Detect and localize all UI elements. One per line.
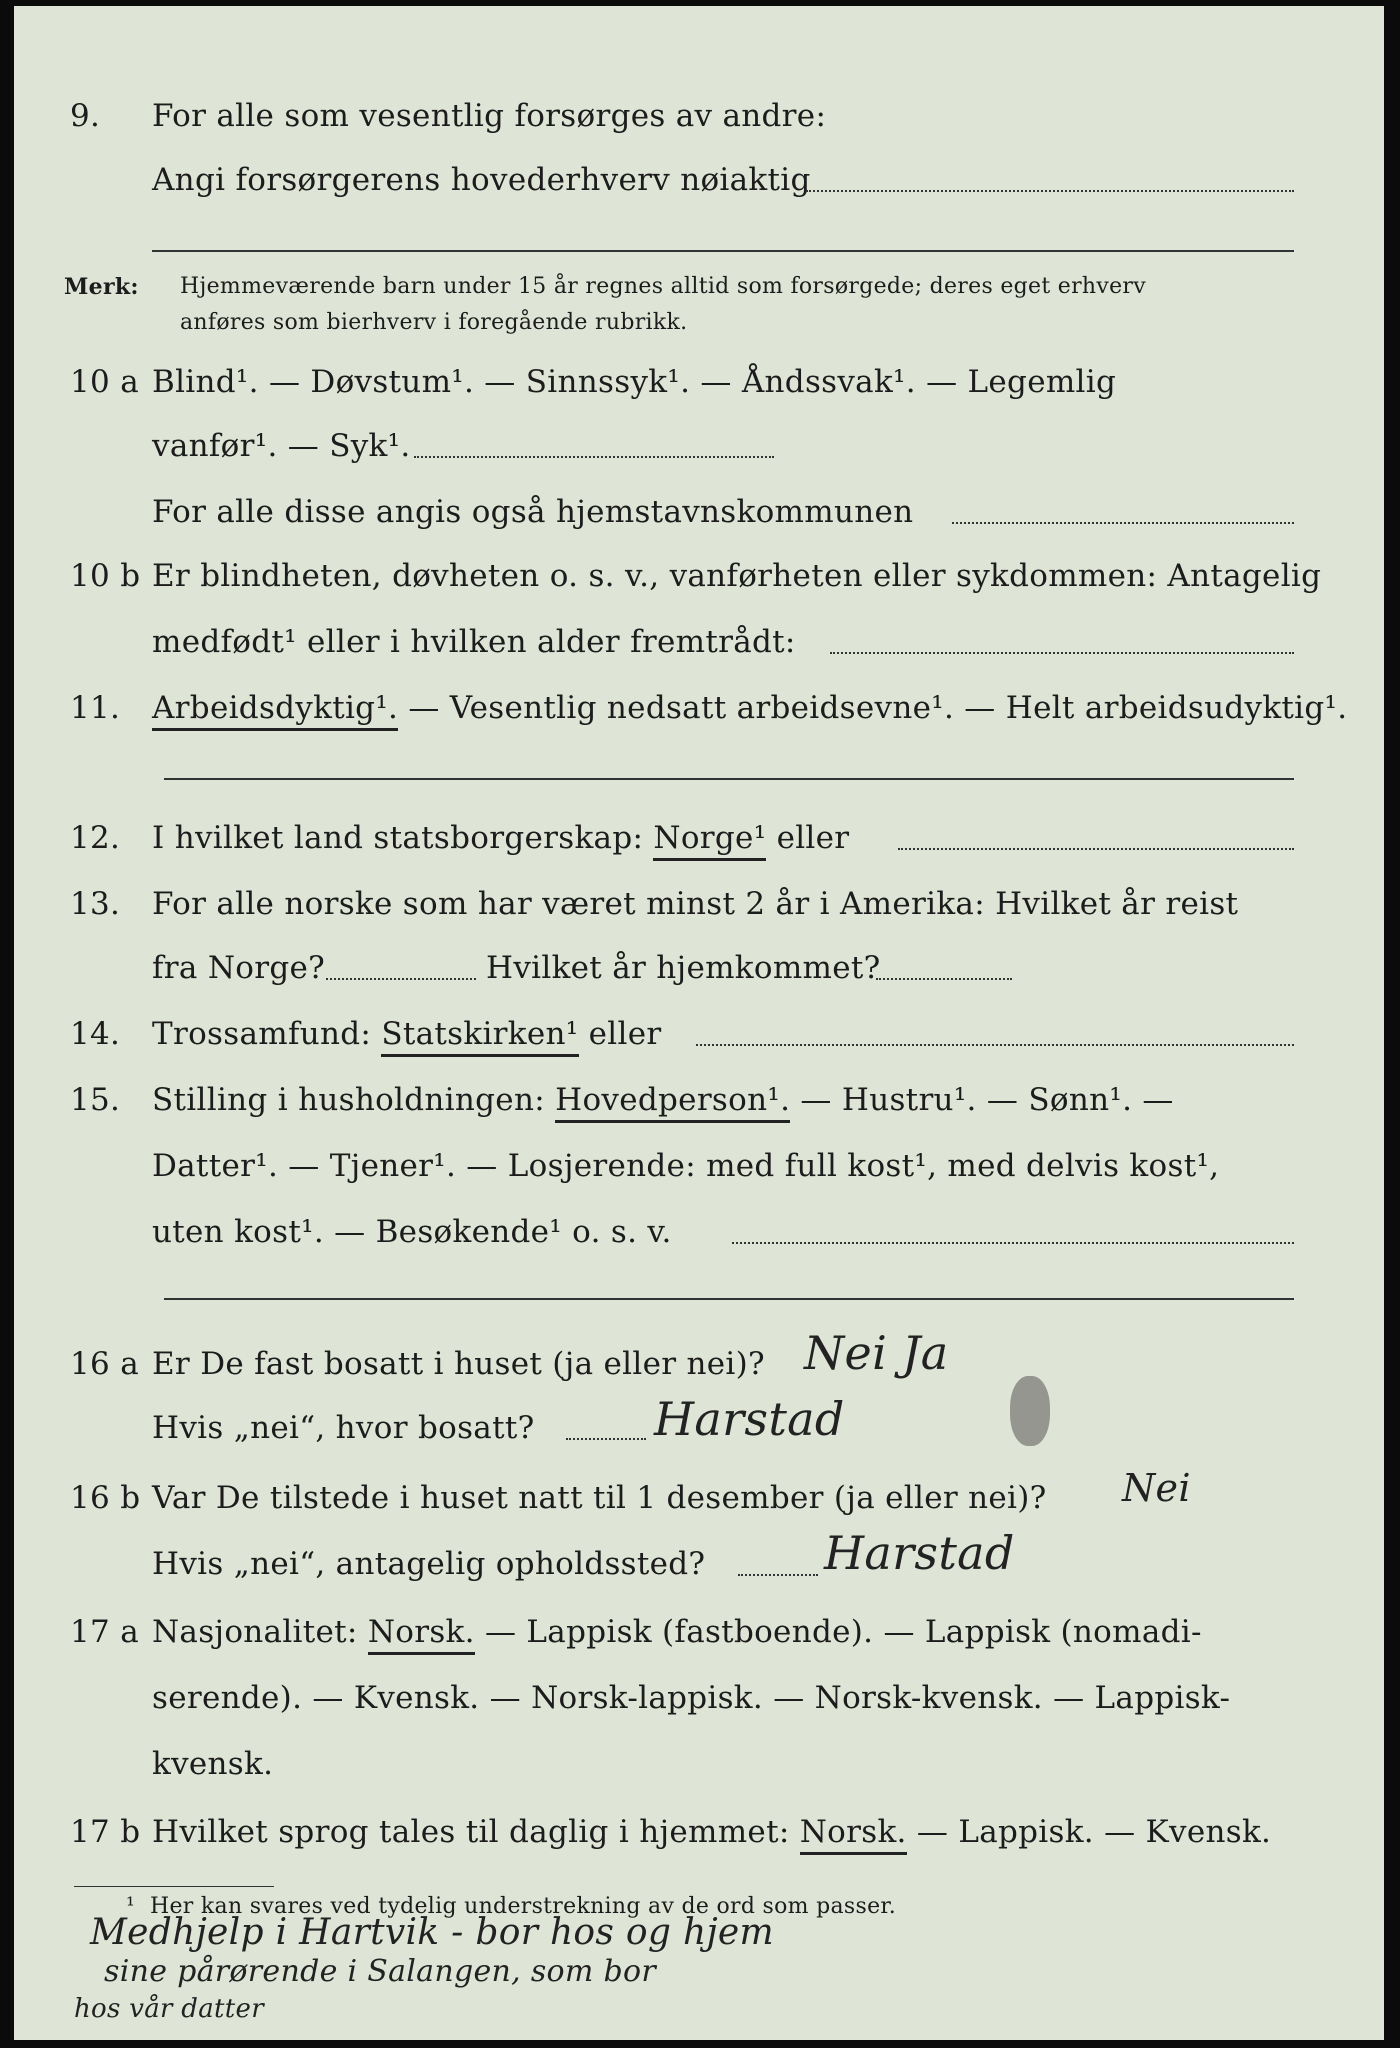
q10a-answer-line [414,456,774,458]
q12-eller: eller [766,820,850,856]
footnote-mark: ¹ [126,1894,136,1919]
q12-selected-option: Norge¹ [653,820,766,861]
q16a-handwritten-place: Harstad [654,1392,845,1446]
q13-line2b: Hvilket år hjemkommet? [486,950,881,986]
q10a-line3: For alle disse angis også hjemstavnskommunen [152,494,914,530]
q11-line [152,690,1347,726]
q17a-other-options: — Lappisk (fastboende). — Lappisk (nomadi- [474,1614,1202,1650]
q16a-line2: Hvis „nei“, hvor bosatt? [152,1410,535,1446]
handwritten-note-line3: hos vår datter [74,1994,264,2024]
q10b-answer-line [830,652,1294,654]
q12-answer-line [898,848,1294,850]
q14-eller: eller [578,1016,662,1052]
q11-other-options: — Vesentlig nedsatt arbeidsevne¹. — Helt arbeidsudyktig¹. [398,690,1348,726]
q17a-line3: kvensk. [152,1746,274,1782]
q9-number: 9. [70,98,101,134]
q10b-line1: Er blindheten, døvheten o. s. v., vanførheten eller sykdommen: Antagelig [152,558,1322,594]
q17b-other-options: — Lappisk. — Kvensk. [906,1814,1272,1850]
q14-selected-option: Statskirken¹ [381,1016,578,1057]
footnote-divider [74,1886,274,1887]
q16b-opholdssted-line [738,1574,818,1576]
q10a-line1: Blind¹. — Døvstum¹. — Sinnssyk¹. — Åndssvak¹. — Legemlig [152,364,1117,400]
q11-selected-option: Arbeidsdyktig¹. [152,690,398,731]
q17b-line [152,1814,1271,1850]
q15-line3: uten kost¹. — Besøkende¹ o. s. v. [152,1214,672,1250]
handwritten-note-line1: Medhjelp i Hartvik - bor hos og hjem [90,1912,774,1953]
q15-other-options: — Hustru¹. — Sønn¹. — [790,1082,1174,1118]
q17a-selected-option: Norsk. [368,1614,475,1655]
q16b-handwritten-answer: Nei [1122,1466,1191,1510]
q15-question: Stilling i husholdningen: [152,1082,556,1118]
q16b-handwritten-place: Harstad [824,1526,1015,1580]
census-form-page [14,6,1384,2040]
q15-line2: Datter¹. — Tjener¹. — Losjerende: med full kost¹, med delvis kost¹, [152,1148,1220,1184]
q15-selected-option: Hovedperson¹. [555,1082,790,1123]
q15-answer-line-2 [164,1298,1294,1300]
q10b-line2: medfødt¹ eller i hvilken alder fremtrådt: [152,624,796,660]
q11-number: 11. [70,690,121,726]
q13-number: 13. [70,886,121,922]
footnote-text: Her kan svares ved tydelig understrekning av de ord som passer. [150,1894,897,1919]
merk-line1: Hjemmeværende barn under 15 år regnes alltid som forsørgede; deres eget erhverv [180,274,1146,299]
merk-label: Merk: [64,274,139,300]
q15-number: 15. [70,1082,121,1118]
q16a-number: 16 a [70,1346,139,1382]
q9-answer-line [806,190,1294,192]
q16b-line1: Var De tilstede i huset natt til 1 desember (ja eller nei)? [152,1480,1047,1516]
q14-question: Trossamfund: [152,1016,382,1052]
q12-number: 12. [70,820,121,856]
q9-answer-line-2 [152,250,1294,252]
q16a-handwritten-answer: Nei Ja [804,1326,949,1380]
q17a-line1 [152,1614,1202,1650]
q16b-number: 16 b [70,1480,141,1516]
q14-number: 14. [70,1016,121,1052]
q17a-number: 17 a [70,1614,139,1650]
q9-line2: Angi forsørgerens hovederhverv nøiaktig [152,162,811,198]
q9-line1: For alle som vesentlig forsørges av andre: [152,98,827,134]
q14-line [152,1016,662,1052]
q15-line1 [152,1082,1174,1118]
q17b-selected-option: Norsk. [800,1814,907,1855]
q12-line [152,820,849,856]
handwritten-note-line2: sine pårørende i Salangen, som bor [104,1954,656,1989]
q13-hjemkommet-line [876,978,1012,980]
q13-line1: For alle norske som har været minst 2 år i Amerika: Hvilket år reist [152,886,1239,922]
q12-question: I hvilket land statsborgerskap: [152,820,654,856]
q10b-number: 10 b [70,558,141,594]
q14-answer-line [696,1044,1294,1046]
q17b-number: 17 b [70,1814,141,1850]
merk-line2: anføres som bierhverv i foregående rubrikk. [180,310,688,335]
q13-reist-line [326,978,476,980]
q17a-line2: serende). — Kvensk. — Norsk-lappisk. — Norsk-kvensk. — Lappisk- [152,1680,1231,1716]
q11-answer-line [164,778,1294,780]
q10a-kommune-line [952,522,1294,524]
q17b-question: Hvilket sprog tales til daglig i hjemmet: [152,1814,800,1850]
q16b-line2: Hvis „nei“, antagelig opholdssted? [152,1546,706,1582]
q13-line2a: fra Norge? [152,950,326,986]
q15-answer-line [732,1242,1294,1244]
ink-blot [1010,1376,1050,1446]
q16a-bosatt-line [566,1438,646,1440]
q17a-question: Nasjonalitet: [152,1614,368,1650]
q16a-line1: Er De fast bosatt i huset (ja eller nei)? [152,1346,765,1382]
q10a-number: 10 a [70,364,139,400]
q10a-line2: vanfør¹. — Syk¹. [152,428,411,464]
